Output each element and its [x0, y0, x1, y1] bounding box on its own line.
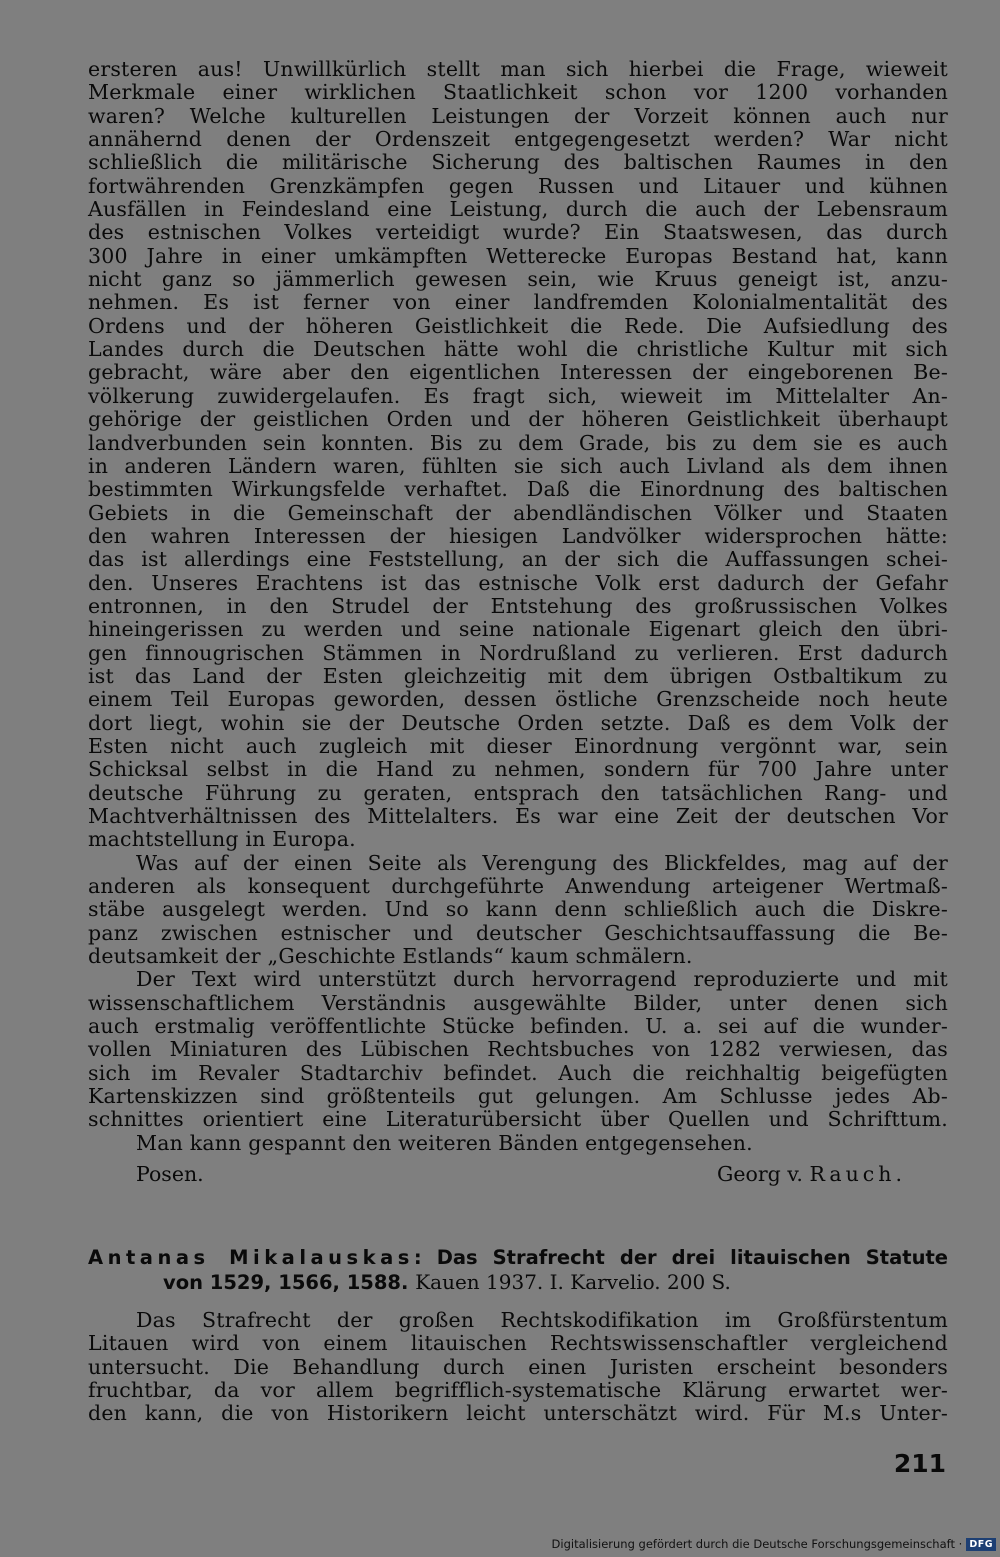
main-text — [88, 58, 948, 1155]
review-body — [88, 1309, 948, 1426]
text-line: deutsche Führung zu geraten, entsprach den tatsächlichen Rang- und — [88, 780, 948, 805]
text-line: Ausfällen in Feindesland eine Leistung, durch die auch der Lebensraum — [88, 197, 948, 222]
text-line: wissenschaftlichem Verständnis ausgewählte Bilder, unter denen sich — [88, 990, 948, 1015]
text-line: das ist allerdings eine Feststellung, an der sich die Auffassungen schei- — [88, 547, 948, 572]
text-line: schnittes orientiert eine Literaturübersicht über Quellen und Schrifttum. — [88, 1107, 948, 1132]
review-publication: Kauen 1937. I. Karvelio. 200 S. — [415, 1270, 731, 1294]
page-number: 211 — [893, 1449, 946, 1478]
text-line: panz zwischen estnischer und deutscher Geschichtsauffassung die Be- — [88, 920, 948, 945]
text-line: Gebiets in die Gemeinschaft der abendländischen Völker und Staaten — [88, 500, 948, 525]
text-line: Kartenskizzen sind größtenteils gut gelungen. Am Schlusse jedes Ab- — [88, 1084, 948, 1109]
signature-author-first: Georg v. — [716, 1162, 803, 1186]
review-title-part-1: : Das Strafrecht der drei litauischen Statute — [413, 1246, 949, 1269]
text-line: Was auf der einen Seite als Verengung des Blickfeldes, mag auf der — [136, 850, 948, 875]
text-line: den wahren Interessen der hiesigen Landvölker widersprochen hätte: — [88, 523, 948, 548]
text-line: entronnen, in den Strudel der Entstehung des großrussischen Volkes — [88, 593, 948, 618]
text-line: ersteren aus! Unwillkürlich stellt man sich hierbei die Frage, wieweit — [88, 57, 948, 81]
review-heading — [88, 1246, 948, 1294]
text-line: anderen als konsequent durchgeführte Anwendung arteigener Wertmaß- — [88, 874, 948, 899]
review-text-line: Litauen wird von einem litauischen Rechtswissenschaftler vergleichend — [88, 1331, 948, 1356]
footer-text: Digitalisierung gefördert durch die Deutsche Forschungsgemeinschaft · — [551, 1537, 963, 1551]
text-line: Esten nicht auch zugleich mit dieser Einordnung vergönnt war, sein — [88, 733, 948, 758]
text-line: auch erstmalig veröffentlichte Stücke befinden. U. a. sei auf die wunder- — [88, 1014, 948, 1039]
text-line: sich im Revaler Stadtarchiv befindet. Auch die reichhaltig beigefügten — [88, 1060, 948, 1085]
text-line: Machtverhältnissen des Mittelalters. Es war eine Zeit der deutschen Vor — [88, 804, 948, 828]
review-signature — [136, 1161, 906, 1187]
text-line: in anderen Ländern waren, fühlten sie sich auch Livland als dem ihnen — [88, 453, 948, 478]
digitization-footer — [552, 1535, 996, 1553]
text-line: Schicksal selbst in die Hand zu nehmen, sondern für 700 Jahre unter — [88, 757, 948, 782]
review-text-line: Das Strafrecht der großen Rechtskodifikation im Großfürstentum — [136, 1308, 948, 1332]
text-line: nicht ganz so jämmerlich gewesen sein, wie Kruus geneigt ist, anzu- — [88, 267, 948, 292]
text-line: des estnischen Volkes verteidigt wurde? Ein Staatswesen, das durch — [88, 220, 948, 245]
text-line: deutsamkeit der „Geschichte Estlands“ kaum schmälern. — [88, 944, 693, 969]
text-line: Ordens und der höheren Geistlichkeit die Rede. Die Aufsiedlung des — [88, 313, 948, 338]
text-line: Merkmale einer wirklichen Staatlichkeit schon vor 1200 vorhanden — [88, 80, 948, 105]
text-line: ist das Land der Esten gleichzeitig mit dem übrigen Ostbaltikum zu — [88, 663, 948, 688]
review-title-part-2: von 1529, 1566, 1588. — [163, 1271, 409, 1294]
text-line: gen finnougrischen Stämmen in Nordrußland zu verlieren. Erst dadurch — [88, 640, 948, 665]
text-line: dort liegt, wohin sie der Deutsche Orden setzte. Daß es dem Volk der — [88, 710, 948, 735]
text-line: schließlich die militärische Sicherung des baltischen Raumes in den — [88, 150, 948, 175]
text-line: Man kann gespannt den weiteren Bänden entgegensehen. — [136, 1130, 753, 1155]
review-heading-line-2 — [88, 1270, 948, 1294]
text-line: fortwährenden Grenzkämpfen gegen Russen und Litauer und kühnen — [88, 173, 948, 198]
text-line: den. Unseres Erachtens ist das estnische Volk erst dadurch der Gefahr — [88, 570, 948, 595]
text-line: waren? Welche kulturellen Leistungen der Vorzeit können auch nur — [88, 103, 948, 128]
text-line: gehörige der geistlichen Orden und der höheren Geistlichkeit überhaupt — [88, 407, 948, 432]
text-line: bestimmten Wirkungsfelde verhaftet. Daß die Einordnung des baltischen — [88, 477, 948, 502]
text-line: annähernd denen der Ordenszeit entgegengesetzt werden? War nicht — [88, 127, 948, 152]
text-line: stäbe ausgelegt werden. Und so kann denn schließlich auch die Diskre- — [88, 897, 948, 922]
text-line: machtstellung in Europa. — [88, 827, 356, 852]
review-text-line: den kann, die von Historikern leicht unterschätzt wird. Für M.s Unter- — [88, 1401, 948, 1426]
review-author: Antanas Mikalauskas — [88, 1246, 414, 1269]
review-text-line: fruchtbar, da vor allem begrifflich-systematische Klärung erwartet wer- — [88, 1378, 948, 1403]
text-line: nehmen. Es ist ferner von einer landfremden Kolonialmentalität des — [88, 290, 948, 315]
text-line: völkerung zuwidergelaufen. Es fragt sich, wieweit im Mittelalter An- — [88, 383, 948, 408]
text-line: einem Teil Europas geworden, dessen östliche Grenzscheide noch heute — [88, 687, 948, 712]
signature-author — [717, 1161, 906, 1187]
text-line: 300 Jahre in einer umkämpften Wetterecke Europas Bestand hat, kann — [88, 243, 948, 268]
text-line: landverbunden sein konnten. Bis zu dem Grade, bis zu dem sie es auch — [88, 430, 948, 455]
text-line: hineingerissen zu werden und seine nationale Eigenart gleich den übri- — [88, 617, 948, 642]
text-line: vollen Miniaturen des Lübischen Rechtsbuches von 1282 verwiesen, das — [88, 1037, 948, 1062]
review-heading-line-1 — [88, 1246, 948, 1270]
dfg-logo: DFG — [966, 1538, 996, 1551]
signature-place: Posen. — [136, 1162, 204, 1186]
text-line: Landes durch die Deutschen hätte wohl die christliche Kultur mit sich — [88, 337, 948, 362]
text-line: Der Text wird unterstützt durch hervorragend reproduzierte und mit — [136, 967, 948, 992]
signature-author-surname: Rauch. — [809, 1162, 906, 1186]
text-line: gebracht, wäre aber den eigentlichen Interessen der eingeborenen Be- — [88, 360, 948, 385]
review-text-line: untersucht. Die Behandlung durch einen Juristen erscheint besonders — [88, 1354, 948, 1379]
